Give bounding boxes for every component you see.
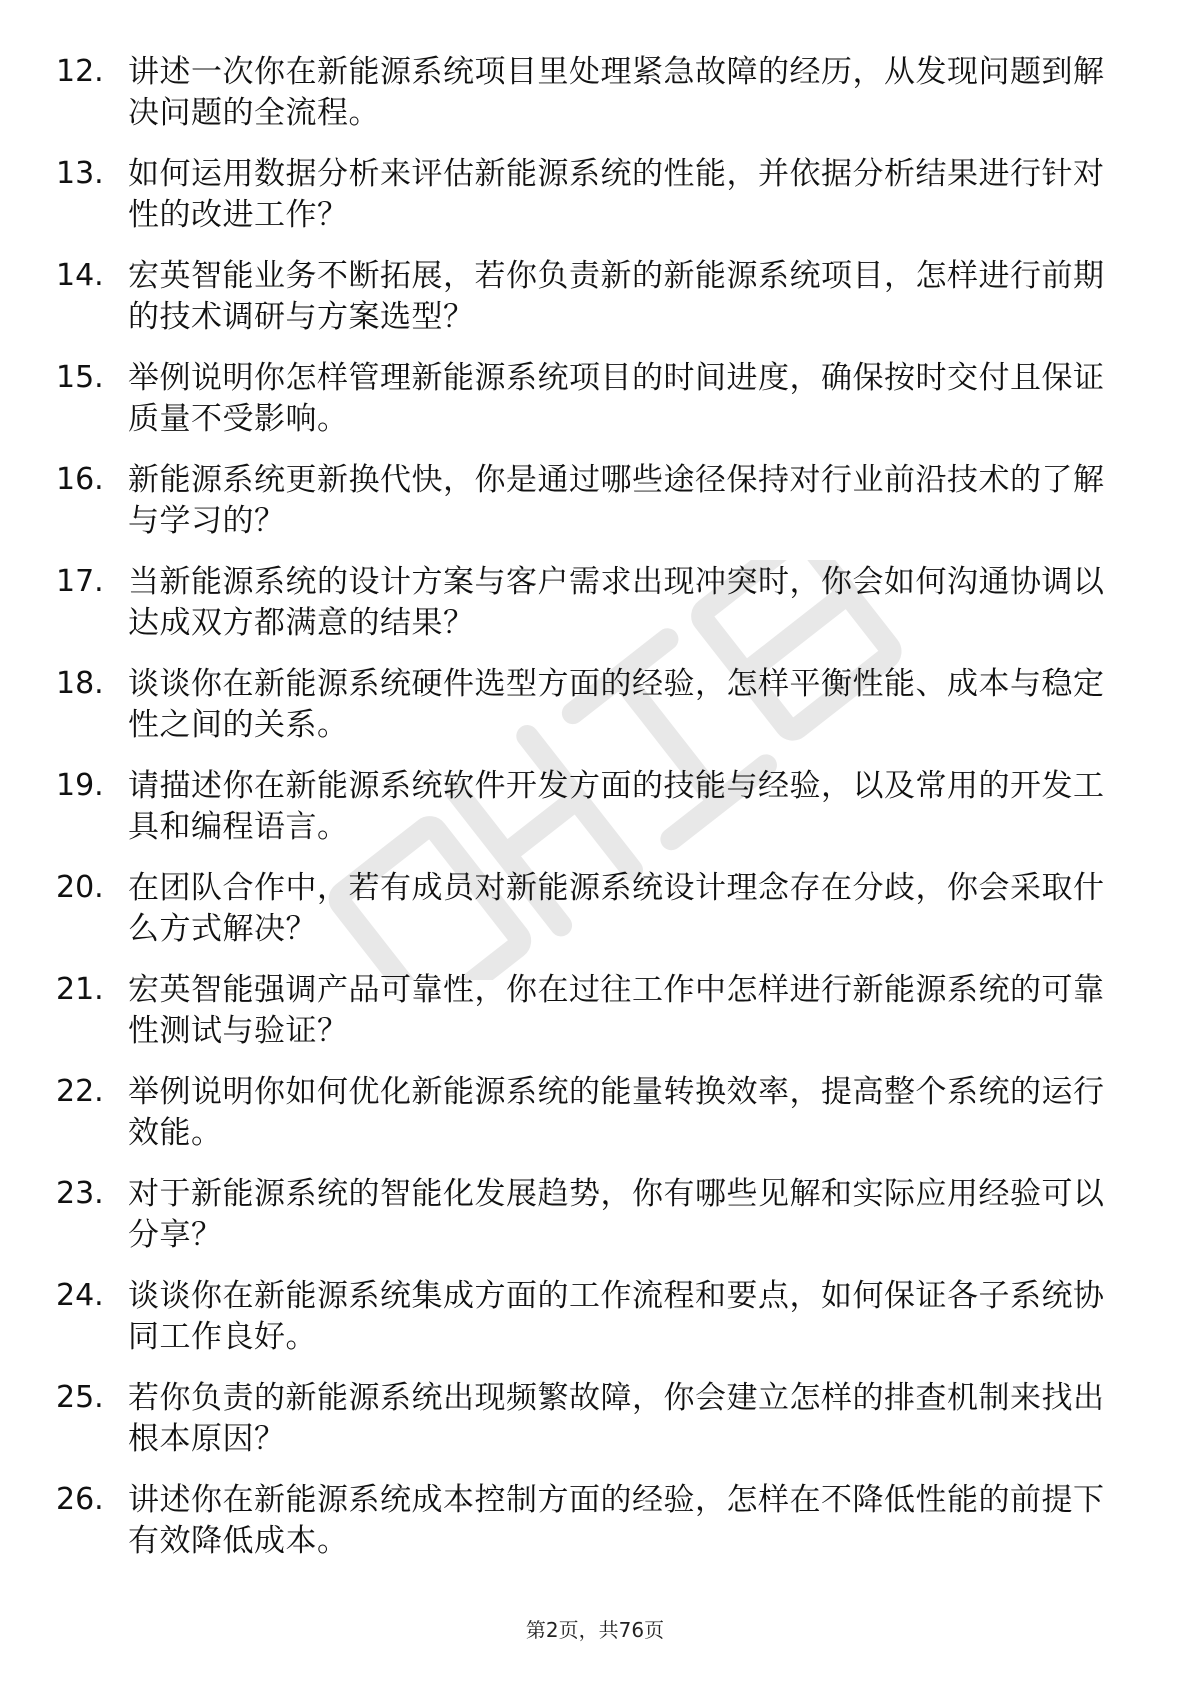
question-item	[56, 664, 1116, 766]
question-item	[56, 1480, 1116, 1582]
question-item	[56, 154, 1116, 256]
question-text: 宏英智能强调产品可靠性，你在过往工作中怎样进行新能源系统的可靠性测试与验证？	[128, 972, 1105, 1049]
question-text: 讲述一次你在新能源系统项目里处理紧急故障的经历，从发现问题到解决问题的全流程。	[128, 54, 1105, 131]
question-number: 15.	[56, 360, 104, 395]
question-number: 21.	[56, 972, 104, 1007]
page-footer	[0, 1618, 1190, 1642]
question-item	[56, 868, 1116, 970]
question-item	[56, 766, 1116, 868]
question-item	[56, 562, 1116, 664]
question-text: 对于新能源系统的智能化发展趋势，你有哪些见解和实际应用经验可以分享？	[128, 1176, 1105, 1253]
question-text: 举例说明你怎样管理新能源系统项目的时间进度，确保按时交付且保证质量不受影响。	[128, 360, 1105, 437]
question-number: 14.	[56, 258, 104, 293]
question-item	[56, 358, 1116, 460]
question-number: 18.	[56, 666, 104, 701]
question-number: 23.	[56, 1176, 104, 1211]
page-number-label: 第2页，共76页	[525, 1618, 665, 1642]
question-number: 16.	[56, 462, 104, 497]
question-text: 宏英智能业务不断拓展，若你负责新的新能源系统项目，怎样进行前期的技术调研与方案选型？	[128, 258, 1105, 335]
question-item	[56, 970, 1116, 1072]
question-item	[56, 52, 1116, 154]
question-number: 13.	[56, 156, 104, 191]
question-number: 17.	[56, 564, 104, 599]
question-item	[56, 1072, 1116, 1174]
question-list	[56, 52, 1116, 1582]
question-item	[56, 1378, 1116, 1480]
question-item	[56, 256, 1116, 358]
question-text: 谈谈你在新能源系统硬件选型方面的经验，怎样平衡性能、成本与稳定性之间的关系。	[128, 666, 1105, 743]
question-text: 举例说明你如何优化新能源系统的能量转换效率，提高整个系统的运行效能。	[128, 1074, 1105, 1151]
question-number: 19.	[56, 768, 104, 803]
question-text: 若你负责的新能源系统出现频繁故障，你会建立怎样的排查机制来找出根本原因？	[128, 1380, 1105, 1457]
question-text: 当新能源系统的设计方案与客户需求出现冲突时，你会如何沟通协调以达成双方都满意的结果？	[128, 564, 1105, 641]
question-item	[56, 1174, 1116, 1276]
question-number: 22.	[56, 1074, 104, 1109]
question-item	[56, 1276, 1116, 1378]
question-text: 谈谈你在新能源系统集成方面的工作流程和要点，如何保证各子系统协同工作良好。	[128, 1278, 1105, 1355]
question-text: 请描述你在新能源系统软件开发方面的技能与经验，以及常用的开发工具和编程语言。	[128, 768, 1105, 845]
question-number: 26.	[56, 1482, 104, 1517]
question-number: 12.	[56, 54, 104, 89]
question-number: 25.	[56, 1380, 104, 1415]
question-text: 讲述你在新能源系统成本控制方面的经验，怎样在不降低性能的前提下有效降低成本。	[128, 1482, 1105, 1559]
question-item	[56, 460, 1116, 562]
question-number: 20.	[56, 870, 104, 905]
question-number: 24.	[56, 1278, 104, 1313]
question-text: 如何运用数据分析来评估新能源系统的性能，并依据分析结果进行针对性的改进工作？	[128, 156, 1105, 233]
question-text: 在团队合作中，若有成员对新能源系统设计理念存在分歧，你会采取什么方式解决？	[128, 870, 1105, 947]
question-text: 新能源系统更新换代快，你是通过哪些途径保持对行业前沿技术的了解与学习的？	[128, 462, 1105, 539]
